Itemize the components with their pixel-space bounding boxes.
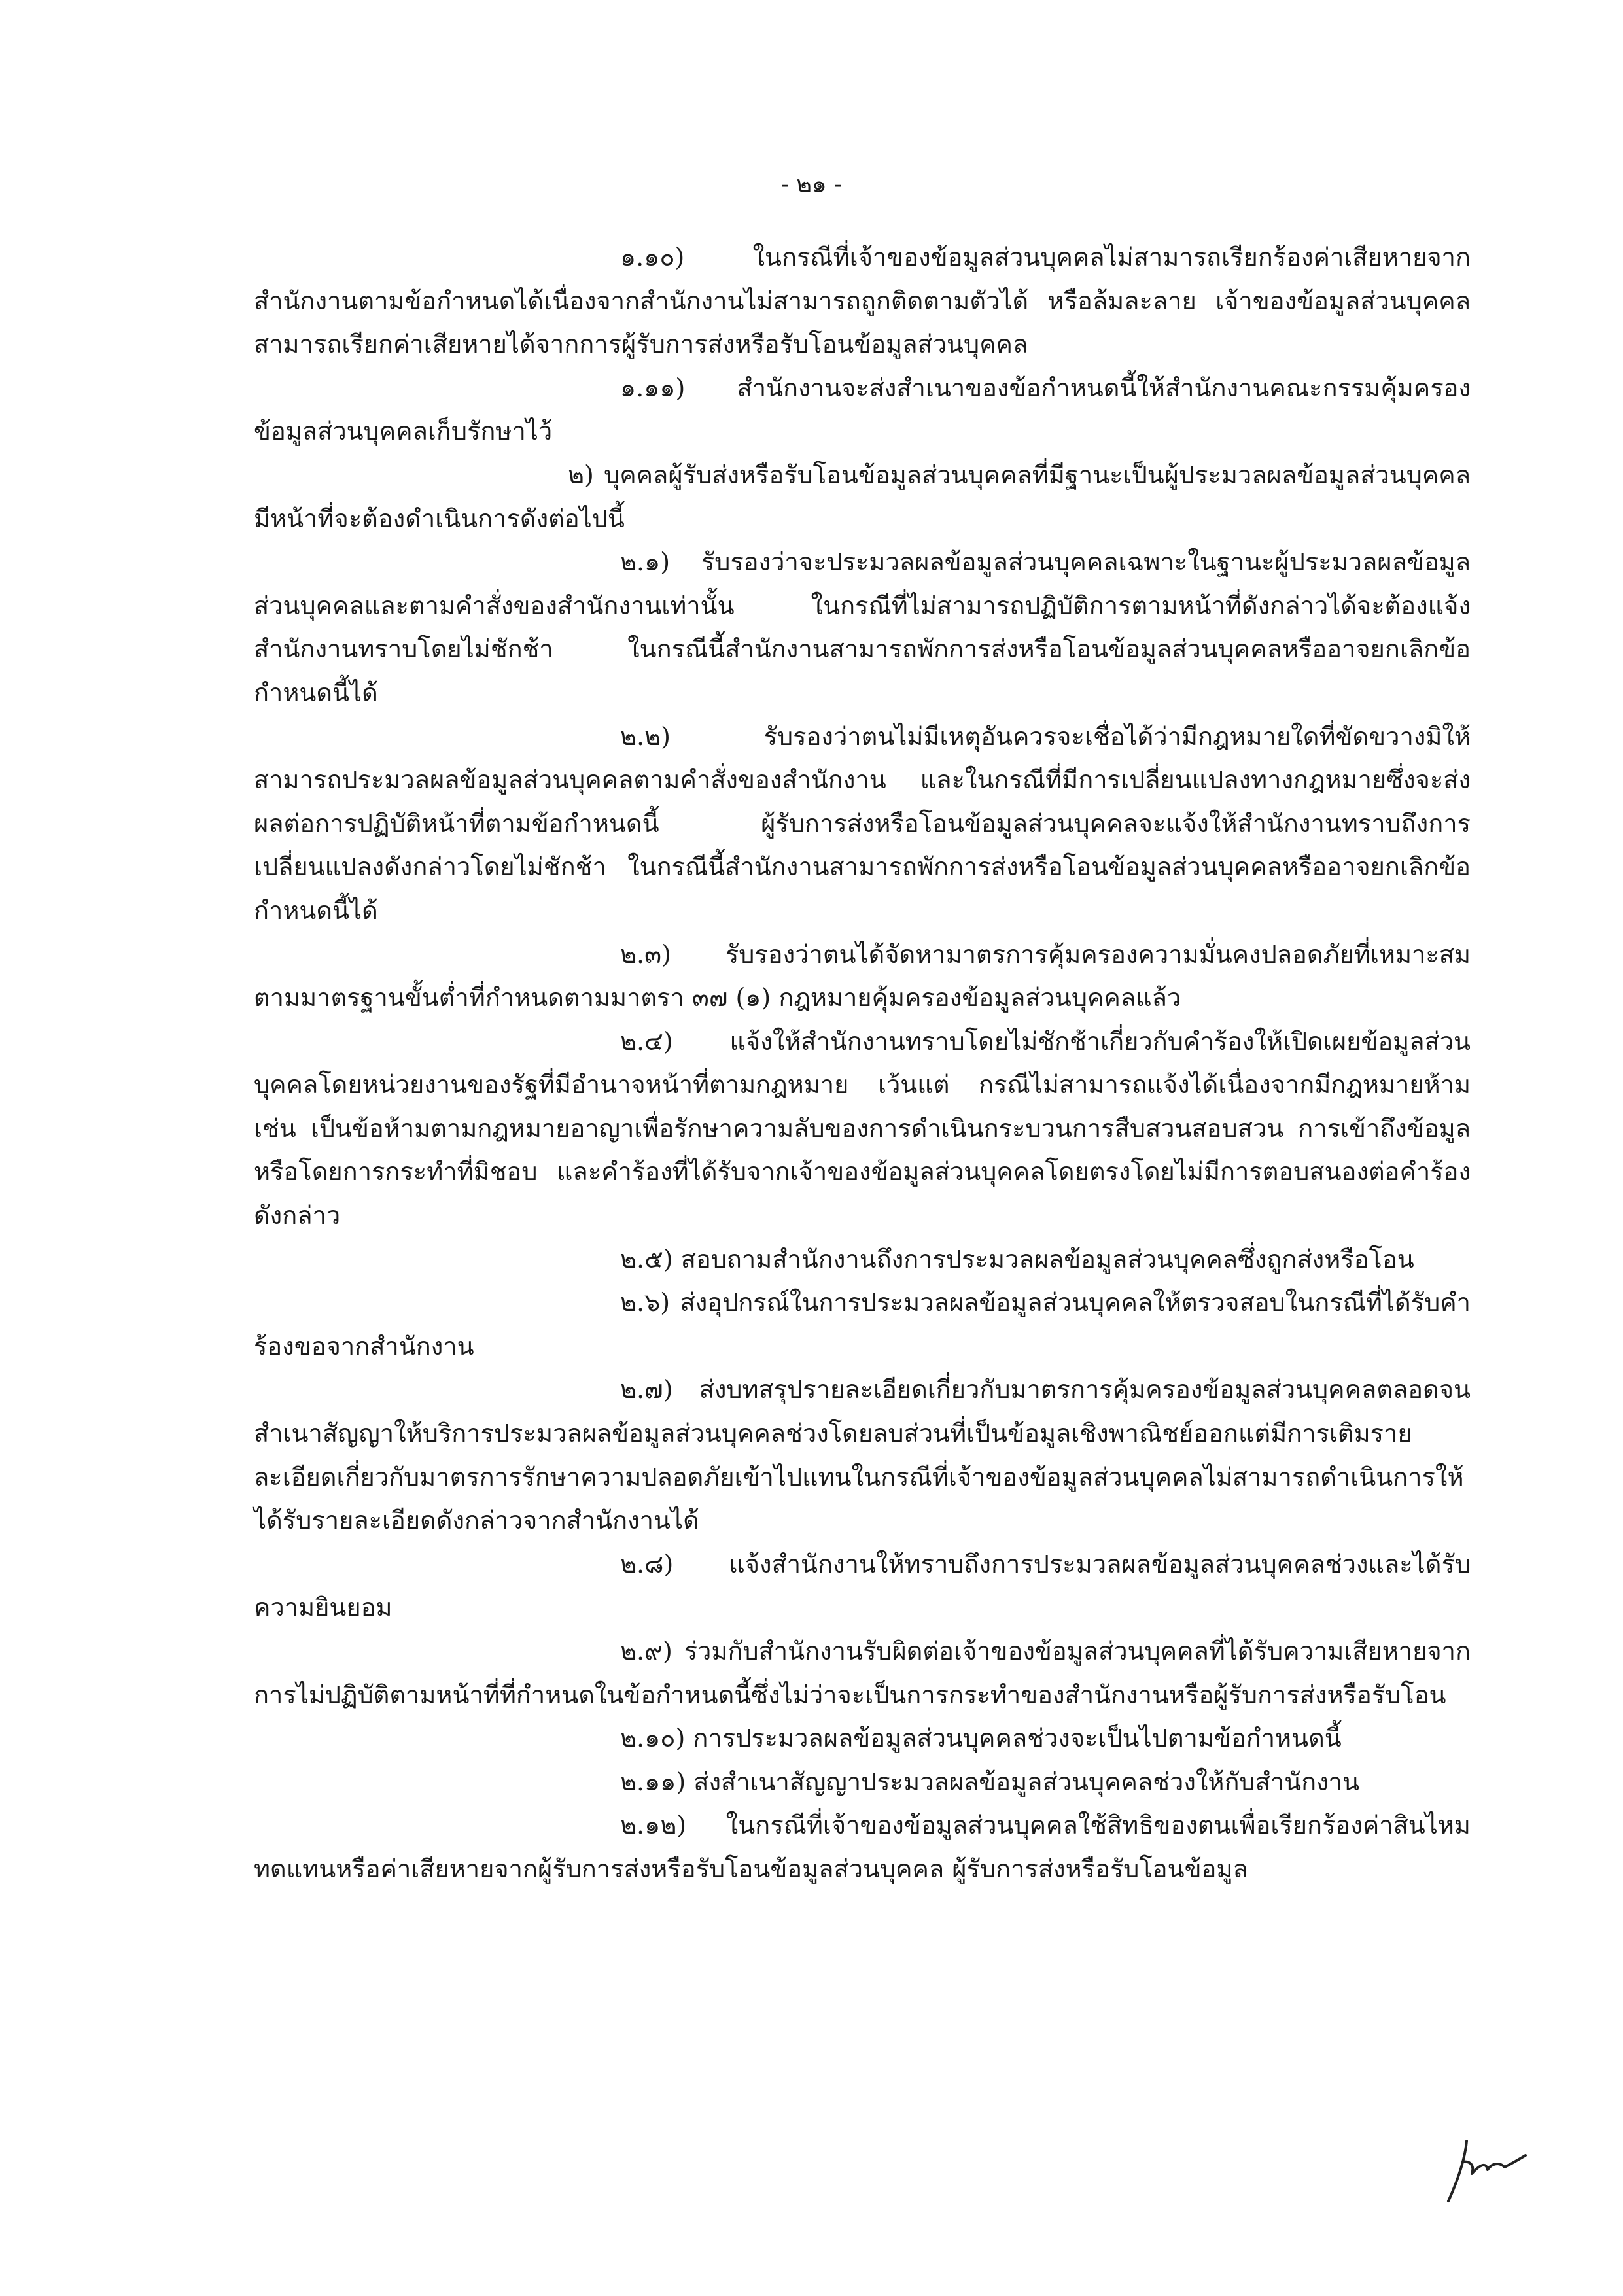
paragraph-2-7: ๒.๗) ส่งบทสรุปรายละเอียดเกี่ยวกับมาตรการคุ้มครองข้อมูลส่วนบุคคลตลอดจนสำเนาสัญญาให้บริการประมวลผลข้อมูลส่วนบุคคลช่วงโดยลบส่วนที่เป็นข้อมูลเชิงพาณิชย์ออกแต่มีการเติมรายละเอียดเกี่ยวกับมาตรการรักษาความปลอดภัยเข้าไปแทนในกรณีที่เจ้าของข้อมูลส่วนบุคคลไม่สามารถดำเนินการให้ได้รับรายละเอียดดังกล่าวจากสำนักงานได้ <box>254 1375 1471 1535</box>
paragraph-2-6: ๒.๖) ส่งอุปกรณ์ในการประมวลผลข้อมูลส่วนบุคคลให้ตรวจสอบในกรณีที่ได้รับคำร้องขอจากสำนักงาน <box>254 1288 1471 1361</box>
paragraph-2-3: ๒.๓) รับรองว่าตนได้จัดหามาตรการคุ้มครองความมั่นคงปลอดภัยที่เหมาะสมตามมาตรฐานขั้นต่ำที่กำหนดตามมาตรา ๓๗ (๑) กฎหมายคุ้มครองข้อมูลส่วนบุคคลแล้ว <box>254 939 1471 1013</box>
document-body <box>254 235 1471 1891</box>
paragraph-2: ๒) บุคคลผู้รับส่งหรือรับโอนข้อมูลส่วนบุคคลที่มีฐานะเป็นผู้ประมวลผลข้อมูลส่วนบุคคลมีหน้าที่จะต้องดำเนินการดังต่อไปนี้ <box>254 460 1471 533</box>
paragraph-2-10: ๒.๑๐) การประมวลผลข้อมูลส่วนบุคคลช่วงจะเป็นไปตามข้อกำหนดนี้ <box>620 1724 1342 1753</box>
paragraph-2-1: ๒.๑) รับรองว่าจะประมวลผลข้อมูลส่วนบุคคลเฉพาะในฐานะผู้ประมวลผลข้อมูลส่วนบุคคลและตามคำสั่งของสำนักงานเท่านั้น ในกรณีที่ไม่สามารถปฏิบัติการตามหน้าที่ดังกล่าวได้จะต้องแจ้งสำนักงานทราบโดยไม่ชักช้า ในกรณีนี้สำนักงานสามารถพักการส่งหรือโอนข้อมูลส่วนบุคคลหรืออาจยกเลิกข้อกำหนดนี้ได้ <box>254 548 1471 707</box>
paragraph-2-2: ๒.๒) รับรองว่าตนไม่มีเหตุอันควรจะเชื่อได้ว่ามีกฎหมายใดที่ขัดขวางมิให้สามารถประมวลผลข้อมูลส่วนบุคคลตามคำสั่งของสำนักงาน และในกรณีที่มีการเปลี่ยนแปลงทางกฎหมายซึ่งจะส่งผลต่อการปฏิบัติหน้าที่ตามข้อกำหนดนี้ ผู้รับการส่งหรือโอนข้อมูลส่วนบุคคลจะแจ้งให้สำนักงานทราบถึงการเปลี่ยนแปลงดังกล่าวโดยไม่ชักช้า ในกรณีนี้สำนักงานสามารถพักการส่งหรือโอนข้อมูลส่วนบุคคลหรืออาจยกเลิกข้อกำหนดนี้ได้ <box>254 722 1471 925</box>
page-number: - ๒๑ - <box>780 171 843 198</box>
paragraph-2-5: ๒.๕) สอบถามสำนักงานถึงการประมวลผลข้อมูลส่วนบุคคลซึ่งถูกส่งหรือโอน <box>620 1244 1414 1274</box>
paragraph-2-11: ๒.๑๑) ส่งสำเนาสัญญาประมวลผลข้อมูลส่วนบุคคลช่วงให้กับสำนักงาน <box>620 1767 1359 1796</box>
paragraph-1-10: ๑.๑๐) ในกรณีที่เจ้าของข้อมูลส่วนบุคคลไม่สามารถเรียกร้องค่าเสียหายจากสำนักงานตามข้อกำหนดได้เนื่องจากสำนักงานไม่สามารถถูกติดตามตัวได้ หรือล้มละลาย เจ้าของข้อมูลส่วนบุคคลสามารถเรียกค่าเสียหายได้จากการผู้รับการส่งหรือรับโอนข้อมูลส่วนบุคคล <box>254 243 1471 359</box>
paragraph-1-11: ๑.๑๑) สำนักงานจะส่งสำเนาของข้อกำหนดนี้ให้สำนักงานคณะกรรมคุ้มครองข้อมูลส่วนบุคคลเก็บรักษาไว้ <box>254 373 1471 446</box>
paragraph-2-9: ๒.๙) ร่วมกับสำนักงานรับผิดต่อเจ้าของข้อมูลส่วนบุคคลที่ได้รับความเสียหายจากการไม่ปฏิบัติตามหน้าที่ที่กำหนดในข้อกำหนดนี้ซึ่งไม่ว่าจะเป็นการกระทำของสำนักงานหรือผู้รับการส่งหรือรับโอน <box>254 1637 1471 1709</box>
paragraph-2-12: ๒.๑๒) ในกรณีที่เจ้าของข้อมูลส่วนบุคคลใช้สิทธิของตนเพื่อเรียกร้องค่าสินไหม ทดแทนหรือค่าเสียหายจากผู้รับการส่งหรือรับโอนข้อมูลส่วนบุคคล ผู้รับการส่งหรือรับโอนข้อมูล <box>254 1811 1471 1883</box>
paragraph-2-4: ๒.๔) แจ้งให้สำนักงานทราบโดยไม่ชักช้าเกี่ยวกับคำร้องให้เปิดเผยข้อมูลส่วนบุคคลโดยหน่วยงานของรัฐที่มีอำนาจหน้าที่ตามกฎหมาย เว้นแต่ กรณีไม่สามารถแจ้งได้เนื่องจากมีกฎหมายห้าม เช่น เป็นข้อห้ามตามกฎหมายอาญาเพื่อรักษาความลับของการดำเนินกระบวนการสืบสวนสอบสวน การเข้าถึงข้อมูลหรือโดยการกระทำที่มิชอบ และคำร้องที่ได้รับจากเจ้าของข้อมูลส่วนบุคคลโดยตรงโดยไม่มีการตอบสนองต่อคำร้องดังกล่าว <box>254 1026 1471 1230</box>
signature-mark <box>1439 2136 1531 2208</box>
paragraph-2-8: ๒.๘) แจ้งสำนักงานให้ทราบถึงการประมวลผลข้อมูลส่วนบุคคลช่วงและได้รับความยินยอม <box>254 1549 1471 1622</box>
